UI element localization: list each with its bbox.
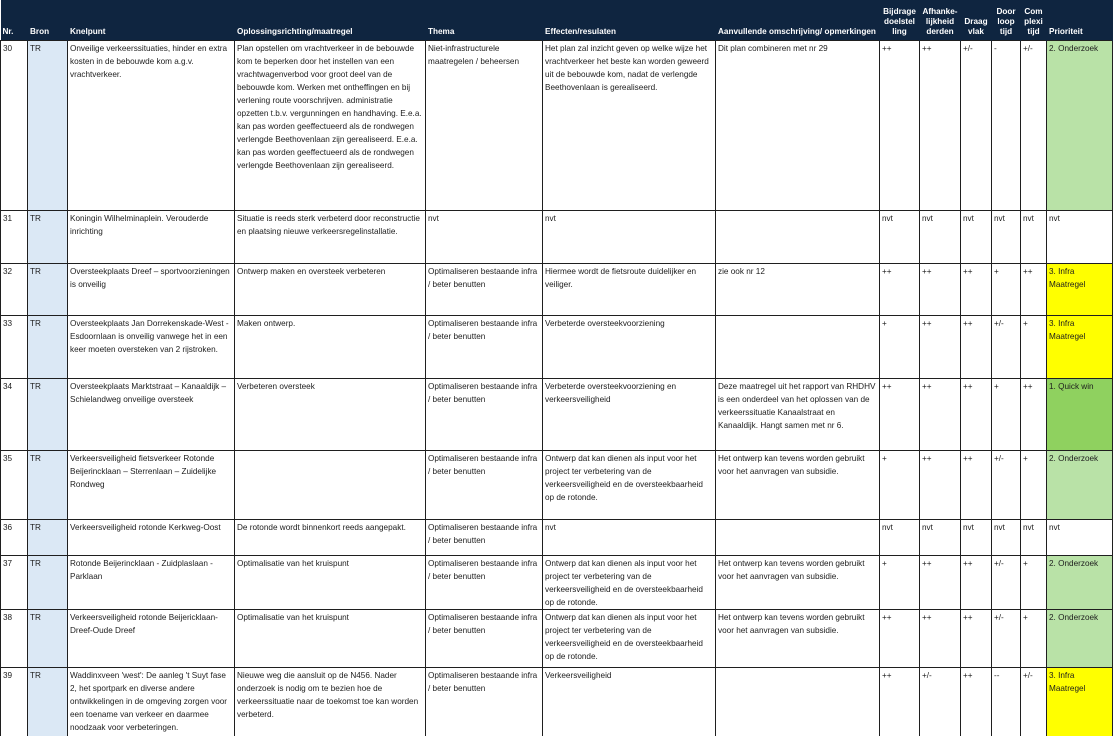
cell-prioriteit[interactable]: 3. Infra Maatregel (1047, 264, 1113, 316)
cell-draagvlak[interactable]: ++ (961, 668, 992, 736)
cell-bijdrage[interactable]: nvt (880, 520, 920, 556)
cell-oplossing[interactable]: Ontwerp maken en oversteek verbeteren (235, 264, 426, 316)
cell-nr[interactable]: 37 (1, 556, 28, 610)
header-prioriteit: Prioriteit (1047, 0, 1113, 41)
cell-effecten[interactable]: Verkeersveiligheid (543, 668, 716, 736)
header-bijdrage: Bijdrage doelstel ling (880, 0, 920, 41)
cell-bijdrage[interactable]: ++ (880, 668, 920, 736)
cell-bron[interactable]: TR (28, 520, 68, 556)
cell-bron[interactable]: TR (28, 211, 68, 264)
cell-aanvullend[interactable] (716, 316, 880, 379)
cell-afhankelijkheid[interactable]: ++ (920, 41, 961, 211)
cell-prioriteit[interactable]: nvt (1047, 520, 1113, 556)
header-doorlooptijd: Door loop tijd (992, 0, 1021, 41)
cell-oplossing[interactable]: Optimalisatie van het kruispunt (235, 556, 426, 610)
header-effecten: Effecten/resulaten (543, 0, 716, 41)
cell-bron[interactable]: TR (28, 264, 68, 316)
cell-prioriteit[interactable]: 3. Infra Maatregel (1047, 668, 1113, 736)
cell-draagvlak[interactable]: ++ (961, 610, 992, 668)
header-aanvullend: Aanvullende omschrijving/ opmerkingen (716, 0, 880, 41)
cell-effecten[interactable]: Verbeterde oversteekvoorziening en verkeersveiligheid (543, 379, 716, 451)
cell-complexiteit[interactable]: + (1021, 610, 1047, 668)
cell-bron[interactable]: TR (28, 41, 68, 211)
header-nr: Nr. (1, 0, 28, 41)
header-row (1, 0, 1113, 41)
header-thema: Thema (426, 0, 543, 41)
cell-draagvlak[interactable]: ++ (961, 316, 992, 379)
header-oplossing: Oplossingsrichting/maatregel (235, 0, 426, 41)
cell-knelpunt[interactable]: Oversteekplaats Marktstraat – Kanaaldijk – Schielandweg onveilige oversteek (68, 379, 235, 451)
cell-aanvullend[interactable]: Het ontwerp kan tevens worden gebruikt voor het aanvragen van subsidie. (716, 610, 880, 668)
cell-aanvullend[interactable]: Dit plan combineren met nr 29 (716, 41, 880, 211)
cell-prioriteit[interactable]: 2. Onderzoek (1047, 41, 1113, 211)
cell-prioriteit[interactable]: 1. Quick win (1047, 379, 1113, 451)
cell-thema[interactable]: Niet-infrastructurele maatregelen / beheersen (426, 41, 543, 211)
cell-doorlooptijd[interactable]: - (992, 41, 1021, 211)
cell-complexiteit[interactable]: ++ (1021, 379, 1047, 451)
cell-effecten[interactable]: Ontwerp dat kan dienen als input voor het project ter verbetering van de verkeersveiligheid en de oversteekbaarheid op de rotonde. (543, 451, 716, 520)
cell-afhankelijkheid[interactable]: nvt (920, 520, 961, 556)
cell-thema[interactable]: Optimaliseren bestaande infra / beter benutten (426, 379, 543, 451)
cell-doorlooptijd[interactable]: +/- (992, 451, 1021, 520)
table-row (1, 41, 1113, 211)
cell-knelpunt[interactable]: Koningin Wilhelminaplein. Verouderde inrichting (68, 211, 235, 264)
cell-thema[interactable]: Optimaliseren bestaande infra / beter benutten (426, 668, 543, 736)
cell-aanvullend[interactable]: Het ontwerp kan tevens worden gebruikt voor het aanvragen van subsidie. (716, 451, 880, 520)
cell-afhankelijkheid[interactable]: ++ (920, 316, 961, 379)
header-bron: Bron (28, 0, 68, 41)
cell-prioriteit[interactable]: nvt (1047, 211, 1113, 264)
cell-nr[interactable]: 35 (1, 451, 28, 520)
cell-oplossing[interactable]: Optimalisatie van het kruispunt (235, 610, 426, 668)
cell-thema[interactable]: Optimaliseren bestaande infra / beter benutten (426, 556, 543, 610)
cell-knelpunt[interactable]: Verkeersveiligheid fietsverkeer Rotonde Beijerincklaan – Sterrenlaan – Zuidelijke Rondweg (68, 451, 235, 520)
cell-complexiteit[interactable]: + (1021, 556, 1047, 610)
cell-thema[interactable]: Optimaliseren bestaande infra / beter benutten (426, 610, 543, 668)
cell-nr[interactable]: 33 (1, 316, 28, 379)
cell-effecten[interactable]: Hiermee wordt de fietsroute duidelijker en veiliger. (543, 264, 716, 316)
cell-bijdrage[interactable]: ++ (880, 264, 920, 316)
cell-oplossing[interactable]: Situatie is reeds sterk verbeterd door reconstructie en plaatsing nieuwe verkeersregelinstallatie. (235, 211, 426, 264)
cell-oplossing[interactable] (235, 451, 426, 520)
cell-thema[interactable]: Optimaliseren bestaande infra / beter benutten (426, 451, 543, 520)
cell-doorlooptijd[interactable]: +/- (992, 316, 1021, 379)
cell-draagvlak[interactable]: ++ (961, 451, 992, 520)
header-draagvlak: Draag vlak (961, 0, 992, 41)
header-complexiteit: Com plexi tijd (1021, 0, 1047, 41)
cell-effecten[interactable]: Ontwerp dat kan dienen als input voor het project ter verbetering van de verkeersveiligheid en de oversteekbaarheid op de rotonde. (543, 610, 716, 668)
cell-complexiteit[interactable]: +/- (1021, 41, 1047, 211)
cell-bijdrage[interactable]: ++ (880, 41, 920, 211)
cell-oplossing[interactable]: Verbeteren oversteek (235, 379, 426, 451)
cell-aanvullend[interactable]: Deze maatregel uit het rapport van RHDHV is een onderdeel van het oplossen van de verkeerssituatie Kanaalstraat en Kanaaldijk. Hangt samen met nr 6. (716, 379, 880, 451)
cell-draagvlak[interactable]: ++ (961, 556, 992, 610)
cell-bron[interactable]: TR (28, 379, 68, 451)
cell-bijdrage[interactable]: + (880, 316, 920, 379)
cell-draagvlak[interactable]: nvt (961, 520, 992, 556)
cell-oplossing[interactable]: Maken ontwerp. (235, 316, 426, 379)
cell-effecten[interactable]: Verbeterde oversteekvoorziening (543, 316, 716, 379)
table-row (1, 668, 1113, 736)
cell-aanvullend[interactable] (716, 211, 880, 264)
cell-knelpunt[interactable]: Onveilige verkeerssituaties, hinder en extra kosten in de bebouwde kom a.g.v. vrachtverkeer. (68, 41, 235, 211)
cell-thema[interactable]: Optimaliseren bestaande infra / beter benutten (426, 316, 543, 379)
cell-oplossing[interactable]: Nieuwe weg die aansluit op de N456. Nader onderzoek is nodig om te bezien hoe de verkeerssituatie naar de toekomst toe kan worden verbeterd. (235, 668, 426, 736)
cell-knelpunt[interactable]: Verkeersveiligheid rotonde Kerkweg-Oost (68, 520, 235, 556)
cell-effecten[interactable]: Het plan zal inzicht geven op welke wijze het vrachtverkeer het beste kan worden geweerd uit de bebouwde kom, nadat de verlengde Beethovenlaan is gerealiseerd. (543, 41, 716, 211)
cell-afhankelijkheid[interactable]: nvt (920, 211, 961, 264)
cell-bijdrage[interactable]: ++ (880, 610, 920, 668)
cell-thema[interactable]: Optimaliseren bestaande infra / beter benutten (426, 520, 543, 556)
cell-prioriteit[interactable]: 2. Onderzoek (1047, 610, 1113, 668)
table-row (1, 610, 1113, 668)
cell-bron[interactable]: TR (28, 451, 68, 520)
cell-afhankelijkheid[interactable]: ++ (920, 556, 961, 610)
cell-doorlooptijd[interactable]: -- (992, 668, 1021, 736)
cell-nr[interactable]: 39 (1, 668, 28, 736)
header-afhankelijkheid: Afhanke- lijkheid derden (920, 0, 961, 41)
cell-bijdrage[interactable]: + (880, 451, 920, 520)
cell-afhankelijkheid[interactable]: ++ (920, 379, 961, 451)
cell-complexiteit[interactable]: + (1021, 451, 1047, 520)
cell-bijdrage[interactable]: ++ (880, 379, 920, 451)
cell-aanvullend[interactable] (716, 668, 880, 736)
table-row (1, 316, 1113, 379)
header-knelpunt: Knelpunt (68, 0, 235, 41)
cell-nr[interactable]: 34 (1, 379, 28, 451)
cell-doorlooptijd[interactable]: nvt (992, 211, 1021, 264)
cell-complexiteit[interactable]: +/- (1021, 668, 1047, 736)
cell-afhankelijkheid[interactable]: ++ (920, 610, 961, 668)
cell-doorlooptijd[interactable]: nvt (992, 520, 1021, 556)
cell-bijdrage[interactable]: nvt (880, 211, 920, 264)
cell-prioriteit[interactable]: 2. Onderzoek (1047, 556, 1113, 610)
cell-bron[interactable]: TR (28, 316, 68, 379)
cell-aanvullend[interactable]: Het ontwerp kan tevens worden gebruikt voor het aanvragen van subsidie. (716, 556, 880, 610)
cell-aanvullend[interactable] (716, 520, 880, 556)
cell-prioriteit[interactable]: 2. Onderzoek (1047, 451, 1113, 520)
cell-effecten[interactable]: nvt (543, 211, 716, 264)
table-row (1, 264, 1113, 316)
cell-effecten[interactable]: nvt (543, 520, 716, 556)
cell-doorlooptijd[interactable]: + (992, 264, 1021, 316)
cell-afhankelijkheid[interactable]: ++ (920, 451, 961, 520)
table-row (1, 556, 1113, 610)
table-row (1, 520, 1113, 556)
cell-nr[interactable]: 30 (1, 41, 28, 211)
cell-nr[interactable]: 31 (1, 211, 28, 264)
cell-nr[interactable]: 36 (1, 520, 28, 556)
cell-complexiteit[interactable]: nvt (1021, 520, 1047, 556)
cell-bijdrage[interactable]: + (880, 556, 920, 610)
cell-aanvullend[interactable]: zie ook nr 12 (716, 264, 880, 316)
cell-bron[interactable]: TR (28, 610, 68, 668)
cell-knelpunt[interactable]: Oversteekplaats Jan Dorrekenskade-West - Esdoornlaan is onveilig vanwege het in een keer moeten oversteken van 2 rijstroken. (68, 316, 235, 379)
cell-prioriteit[interactable]: 3. Infra Maatregel (1047, 316, 1113, 379)
cell-nr[interactable]: 32 (1, 264, 28, 316)
cell-bron[interactable]: TR (28, 668, 68, 736)
cell-complexiteit[interactable]: + (1021, 316, 1047, 379)
cell-knelpunt[interactable]: Waddinxveen 'west': De aanleg 't Suyt fase 2, het sportpark en diverse andere ontwikkelingen in de omgeving zorgen voor een toename van verkeer en daarmee noodzaak voor verbeteringen. (68, 668, 235, 736)
cell-doorlooptijd[interactable]: + (992, 379, 1021, 451)
cell-draagvlak[interactable]: ++ (961, 379, 992, 451)
cell-draagvlak[interactable]: nvt (961, 211, 992, 264)
cell-afhankelijkheid[interactable]: ++ (920, 264, 961, 316)
cell-draagvlak[interactable]: ++ (961, 264, 992, 316)
cell-draagvlak[interactable]: +/- (961, 41, 992, 211)
cell-thema[interactable]: Optimaliseren bestaande infra / beter benutten (426, 264, 543, 316)
cell-afhankelijkheid[interactable]: +/- (920, 668, 961, 736)
table-row (1, 211, 1113, 264)
table-row (1, 451, 1113, 520)
cell-doorlooptijd[interactable]: +/- (992, 610, 1021, 668)
cell-effecten[interactable]: Ontwerp dat kan dienen als input voor het project ter verbetering van de verkeersveiligheid en de oversteekbaarheid op de rotonde. (543, 556, 716, 610)
table-row (1, 379, 1113, 451)
cell-bron[interactable]: TR (28, 556, 68, 610)
cell-knelpunt[interactable]: Rotonde Beijerincklaan - Zuidplaslaan - Parklaan (68, 556, 235, 610)
cell-oplossing[interactable]: Plan opstellen om vrachtverkeer in de bebouwde kom te beperken door het instellen van een vrachtwagenverbod voor groot deel van de bebouwde kom. Werken met ontheffingen en bij verlening route voorschrijven. administratie opzetten t.b.v. vergunningen en handhaving. E.e.a. kan pas worden geeffectueerd als de rondwegen verlengde Beethovenlaan zijn gerealiseerd. E.e.a. kan pas worden geeffectueerd als de rondwegen verlengde Beethovenlaan zijn gerealiseerd. (235, 41, 426, 211)
cell-knelpunt[interactable]: Oversteekplaats Dreef – sportvoorzieningen is onveilig (68, 264, 235, 316)
cell-doorlooptijd[interactable]: +/- (992, 556, 1021, 610)
cell-oplossing[interactable]: De rotonde wordt binnenkort reeds aangepakt. (235, 520, 426, 556)
cell-complexiteit[interactable]: ++ (1021, 264, 1047, 316)
cell-complexiteit[interactable]: nvt (1021, 211, 1047, 264)
cell-knelpunt[interactable]: Verkeersveiligheid rotonde Beijericklaan-Dreef-Oude Dreef (68, 610, 235, 668)
cell-thema[interactable]: nvt (426, 211, 543, 264)
cell-nr[interactable]: 38 (1, 610, 28, 668)
